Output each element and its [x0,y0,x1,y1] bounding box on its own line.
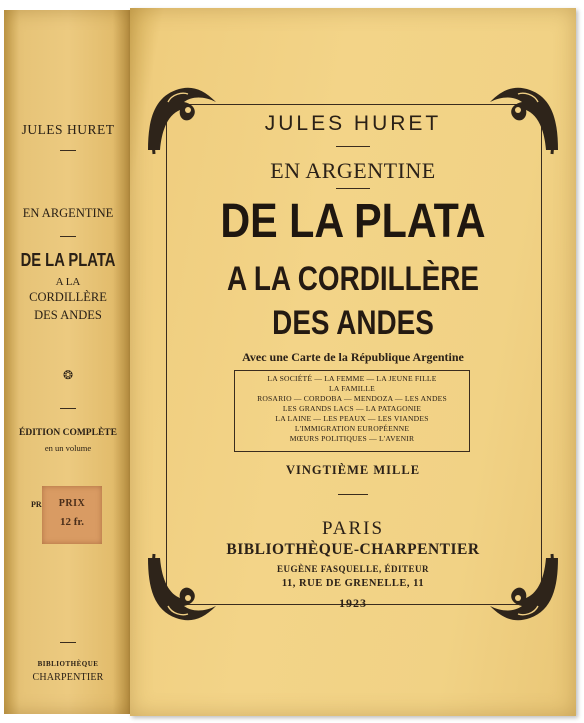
cover-editor: EUGÈNE FASQUELLE, ÉDITEUR [276,564,430,574]
spine-publisher-line1: BIBLIOTHÈQUE [37,660,99,668]
cover-subtitle: EN ARGENTINE [270,158,436,183]
contents-line: LA FAMILLE [329,384,375,393]
contents-line: LES GRANDS LACS — LA PATAGONIE [282,404,422,413]
contents-box [234,370,470,452]
cover-rule [336,146,370,147]
cover-edition: VINGTIÈME MILLE [285,463,421,477]
cover-title-line2: A LA CORDILLÈRE [227,260,479,298]
spine-author: JULES HURET [21,122,115,137]
price-label-value: 12 fr. [59,516,85,528]
spine-title-line3: CORDILLÈRE [29,290,107,304]
spine-title-line4: DES ANDES [34,308,102,322]
spine-title-line2: A LA [55,276,81,288]
cover-title-line3: DES ANDES [272,304,434,342]
spine-publisher-line2: CHARPENTIER [32,672,104,683]
spine-price-partial: PR [31,500,42,509]
spine-ornament-icon: ❂ [62,368,74,382]
contents-line: ROSARIO — CORDOBA — MENDOZA — LES ANDES [257,394,447,403]
cover-tagline: Avec une Carte de la République Argentine [242,350,464,364]
contents-line: LA SOCIÉTÉ — LA FEMME — LA JEUNE FILLE [267,374,437,383]
price-label-heading: PRIX [58,498,86,509]
front-cover [130,8,576,716]
price-label [42,486,102,544]
spine-rule [60,642,76,643]
cover-title-line1: DE LA PLATA [220,195,486,248]
spine-title-line1: DE LA PLATA [20,250,116,270]
contents-line: MŒURS POLITIQUES — L'AVENIR [289,434,415,443]
spine-rule [60,408,76,409]
spine-rule [60,150,76,151]
spine-subtitle: EN ARGENTINE [22,206,114,220]
contents-line: LA LAINE — LES PEAUX — LES VIANDES [275,414,429,423]
book-spine [4,10,132,714]
cover-rule [336,188,370,189]
spine-rule [60,236,76,237]
cover-city: PARIS [321,518,385,539]
cover-publisher: BIBLIOTHÈQUE-CHARPENTIER [226,541,480,558]
spine-edition-line1: ÉDITION COMPLÈTE [19,428,117,438]
cover-rule [338,494,368,495]
cover-address: 11, RUE DE GRENELLE, 11 [281,578,425,589]
spine-edition-line2: en un volume [44,443,92,453]
cover-author: JULES HURET [264,112,442,135]
contents-line: L'IMMIGRATION EUROPÉENNE [294,424,410,433]
cover-year: 1923 [339,596,367,610]
book [4,8,578,716]
